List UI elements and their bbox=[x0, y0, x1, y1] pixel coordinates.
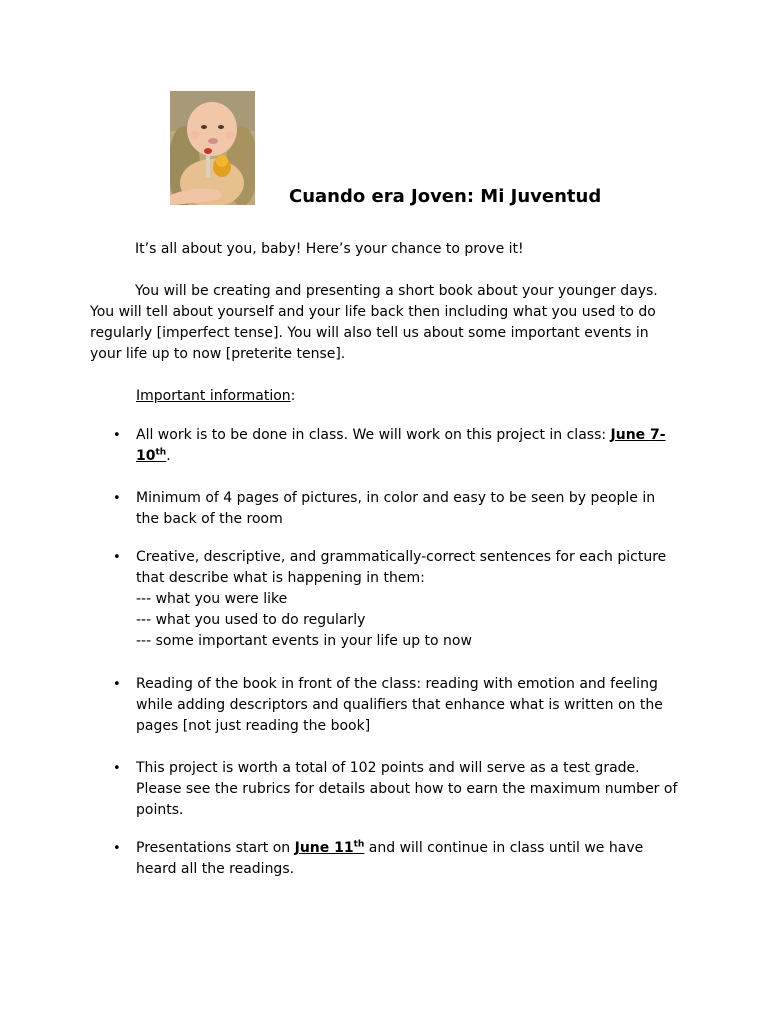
date-range-part-b: 7-10 bbox=[136, 427, 666, 464]
presentation-date-text: June 11 bbox=[294, 840, 354, 856]
description-text: You will be creating and presenting a short book about your younger days. You will tell about yourself and your life back then including what you used to do regularly [imperfect tense]. You will also tell us about some important events in your life up to now [preterite tense]. bbox=[90, 283, 658, 362]
info-heading bbox=[136, 386, 295, 407]
document-title: Cuando era Joven: Mi Juventud bbox=[289, 186, 602, 207]
presentation-date-suffix: th bbox=[353, 839, 365, 850]
bullet-icon: • bbox=[113, 491, 121, 506]
sub-item: --- what you were like bbox=[136, 591, 288, 607]
bullet-icon: • bbox=[113, 550, 121, 565]
date-range-suffix: th bbox=[155, 447, 167, 458]
list-item bbox=[113, 547, 681, 652]
list-item bbox=[113, 425, 681, 467]
bullet-icon: • bbox=[113, 677, 121, 692]
list-item bbox=[113, 674, 681, 737]
sub-item: --- what you used to do regularly bbox=[136, 612, 366, 628]
list-item bbox=[113, 838, 681, 880]
baby-photo-image bbox=[170, 91, 255, 205]
info-heading-text: Important information bbox=[136, 388, 291, 404]
bullet-icon: • bbox=[113, 761, 121, 776]
list-item-text: Reading of the book in front of the class: reading with emotion and feeling while adding descriptors and qualifiers that enhance what is written on the pages [not just reading the book] bbox=[136, 676, 663, 734]
sub-item: --- some important events in your life up to now bbox=[136, 633, 472, 649]
list-item-text: All work is to be done in class. We will work on this project in class: bbox=[136, 427, 611, 443]
presentation-date bbox=[295, 840, 365, 856]
list-item-text: This project is worth a total of 102 points and will serve as a test grade. Please see the rubrics for details about how to earn the maximum number of points. bbox=[136, 760, 678, 818]
date-range-part-a: June bbox=[610, 427, 651, 443]
list-item bbox=[113, 488, 681, 530]
bullet-icon: • bbox=[113, 428, 121, 443]
bullet-icon: • bbox=[113, 841, 121, 856]
intro-text: It’s all about you, baby! Here’s your chance to prove it! bbox=[135, 241, 524, 257]
intro-paragraph bbox=[90, 239, 680, 260]
list-item-text: Presentations start on bbox=[136, 840, 295, 856]
list-item-text: Creative, descriptive, and grammatically-correct sentences for each picture that describe what is happening in them: bbox=[136, 549, 667, 586]
description-paragraph bbox=[90, 281, 680, 365]
list-item-end: and will continue in class until we have heard all the readings. bbox=[136, 840, 644, 877]
list-item-text: Minimum of 4 pages of pictures, in color and easy to be seen by people in the back of the room bbox=[136, 490, 656, 527]
info-heading-colon: : bbox=[290, 388, 296, 404]
list-item-end: . bbox=[166, 448, 171, 464]
list-item bbox=[113, 758, 681, 821]
baby-photo bbox=[170, 91, 255, 205]
